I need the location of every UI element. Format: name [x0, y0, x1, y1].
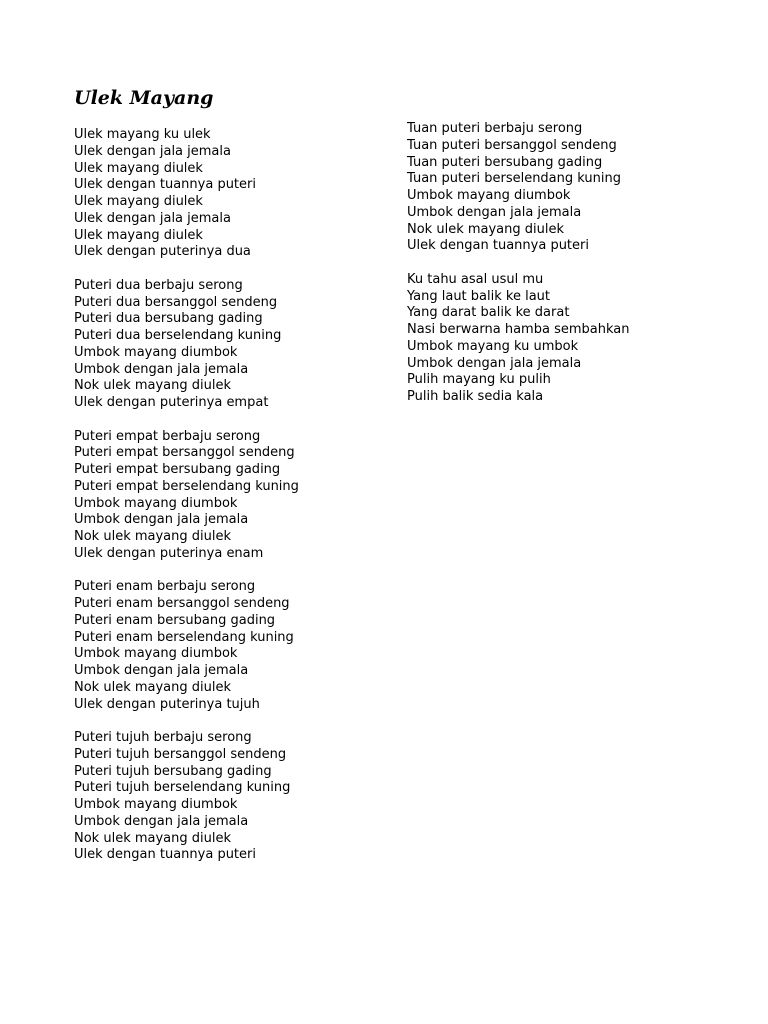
- verse-line: Ulek dengan puterinya tujuh: [74, 696, 260, 712]
- verse-line: Puteri enam bersanggol sendeng: [74, 596, 290, 611]
- verse-line: Puteri empat bersubang gading: [74, 462, 281, 477]
- verse-line: Ulek mayang diulek: [74, 160, 203, 176]
- verse-line: Umbok dengan jala jemala: [74, 512, 249, 528]
- verse-line: Ulek dengan puterinya dua: [74, 244, 251, 260]
- verse-line: Yang laut balik ke laut: [407, 288, 550, 304]
- verse-line: Ulek dengan tuannya puteri: [407, 238, 589, 254]
- stanza: [74, 730, 299, 864]
- verse-line: Nok ulek mayang diulek: [74, 378, 232, 394]
- verse-line: Nok ulek mayang diulek: [74, 529, 232, 544]
- verse-line: Puteri tujuh berbaju serong: [74, 730, 252, 745]
- verse-line: Umbok mayang diumbok: [74, 646, 238, 662]
- verse-line: Ulek dengan jala jemala: [74, 210, 231, 226]
- verse-line: Umbok mayang diumbok: [74, 797, 238, 812]
- verse-line: Umbok dengan jala jemala: [74, 813, 249, 829]
- verse-line: Nok ulek mayang diulek: [74, 830, 232, 846]
- verse-line: Ulek mayang ku ulek: [74, 127, 211, 142]
- verse-line: Puteri dua bersubang gading: [74, 311, 263, 327]
- verse-line: Umbok dengan jala jemala: [407, 204, 582, 220]
- stanza: [407, 272, 629, 406]
- verse-line: Puteri dua berselendang kuning: [74, 328, 282, 343]
- verse-line: Tuan puteri bersanggol sendeng: [407, 137, 617, 153]
- verse-line: Puteri tujuh berselendang kuning: [74, 780, 291, 796]
- verse-line: Tuan puteri berselendang kuning: [407, 171, 621, 187]
- verse-line: Puteri empat berbaju serong: [74, 428, 261, 444]
- stanza: [74, 127, 299, 261]
- verse-line: Puteri dua berbaju serong: [74, 277, 243, 293]
- verse-line: Umbok mayang diumbok: [407, 188, 571, 203]
- verse-line: Ulek dengan puterinya empat: [74, 395, 269, 410]
- verse-line: Umbok mayang ku umbok: [407, 338, 579, 354]
- verse-line: Nasi berwarna hamba sembahkan: [407, 322, 630, 337]
- verse-line: Ku tahu asal usul mu: [407, 271, 544, 287]
- verse-line: Ulek dengan tuannya puteri: [74, 847, 256, 863]
- verse-line: Tuan puteri bersubang gading: [407, 154, 603, 170]
- verse-line: Ulek dengan puterinya enam: [74, 545, 264, 561]
- verse-line: Puteri dua bersanggol sendeng: [74, 294, 278, 310]
- verse-line: Ulek dengan jala jemala: [74, 143, 231, 159]
- verse-line: Ulek mayang diulek: [74, 194, 203, 209]
- verse-line: Puteri tujuh bersanggol sendeng: [74, 746, 287, 762]
- verse-line: Puteri enam berselendang kuning: [74, 629, 294, 645]
- verse-line: Umbok dengan jala jemala: [74, 361, 249, 377]
- stanza: [407, 121, 629, 255]
- verse-line: Puteri empat berselendang kuning: [74, 478, 299, 494]
- stanza: [74, 278, 299, 412]
- stanza: [74, 429, 299, 563]
- verse-line: Nok ulek mayang diulek: [407, 221, 565, 237]
- verse-line: Pulih mayang ku pulih: [407, 372, 551, 388]
- left-column: [74, 127, 299, 864]
- verse-line: Puteri empat bersanggol sendeng: [74, 445, 295, 461]
- verse-line: Puteri tujuh bersubang gading: [74, 763, 272, 779]
- verse-line: Ulek dengan tuannya puteri: [74, 177, 256, 193]
- verse-line: Ulek mayang diulek: [74, 227, 203, 243]
- verse-line: Puteri enam bersubang gading: [74, 612, 276, 628]
- stanza: [74, 579, 299, 713]
- verse-line: Pulih balik sedia kala: [407, 389, 544, 404]
- verse-line: Yang darat balik ke darat: [407, 305, 570, 321]
- verse-line: Umbok mayang diumbok: [74, 495, 238, 511]
- verse-line: Umbok dengan jala jemala: [407, 355, 582, 371]
- verse-line: Umbok dengan jala jemala: [74, 663, 249, 678]
- verse-line: Tuan puteri berbaju serong: [407, 121, 583, 136]
- document-title: Ulek Mayang: [74, 87, 214, 109]
- verse-line: Nok ulek mayang diulek: [74, 679, 232, 695]
- right-column: [407, 121, 629, 406]
- verse-line: Puteri enam berbaju serong: [74, 579, 256, 595]
- verse-line: Umbok mayang diumbok: [74, 344, 238, 360]
